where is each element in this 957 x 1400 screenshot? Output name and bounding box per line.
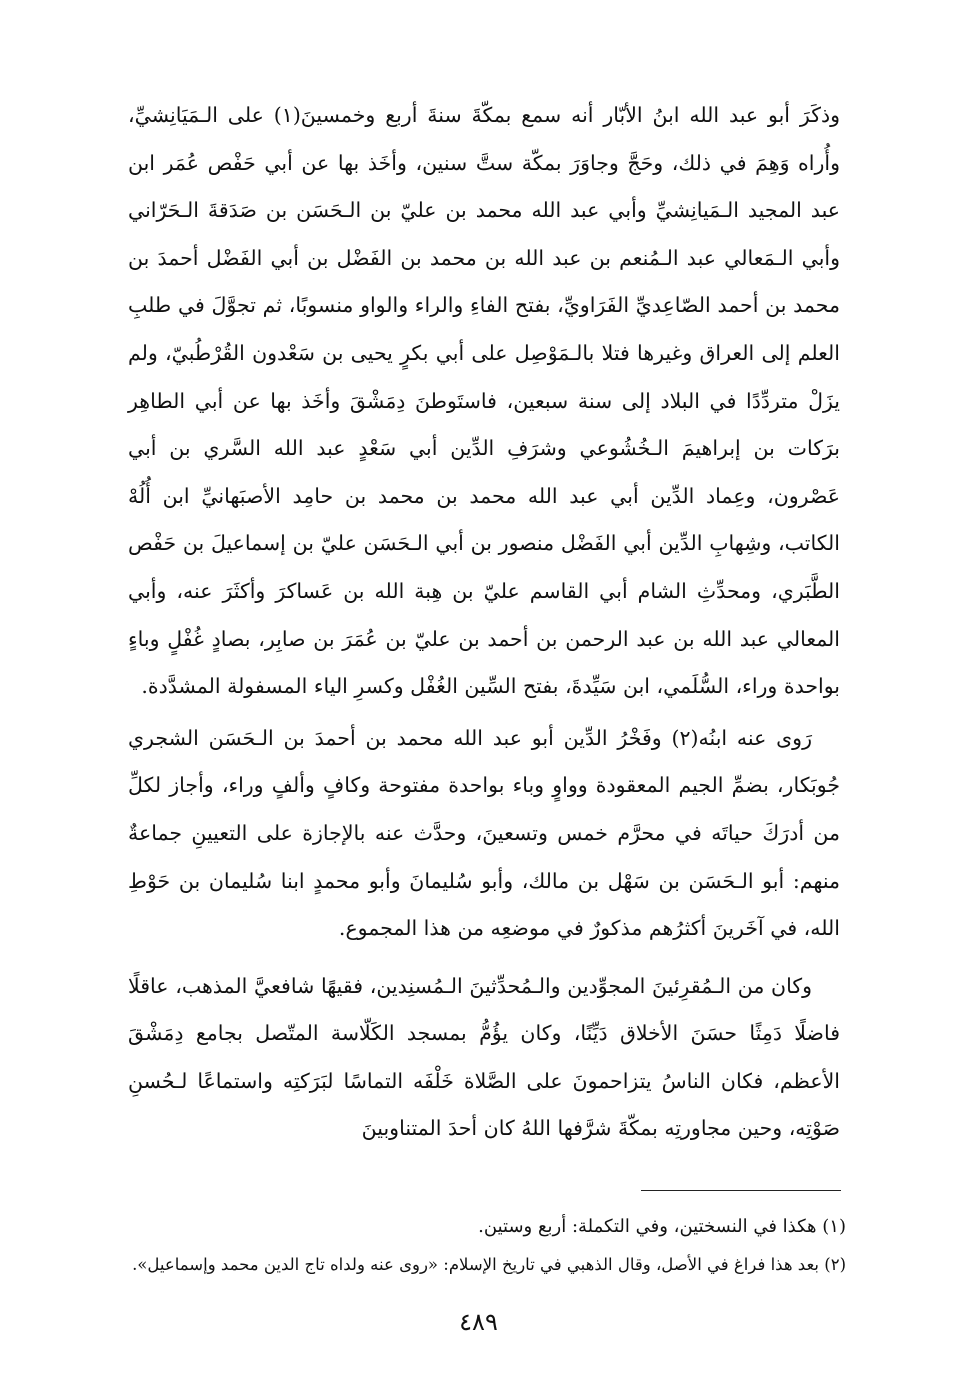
footnotes xyxy=(128,1208,846,1284)
footnote-1: (١) هكذا في النسختين، وفي التكملة: أربع وستين. xyxy=(478,1216,846,1237)
paragraph-3: وكان من الـمُقرِئينَ المجوِّدين والـمُحدِّثينَ الـمُسنِدين، فقيهًا شافعيَّ المذهب، عاقلًا فاضلًا دَمِثًا حسَنَ الأخلاق دَيِّنًا، وكان يؤُمُّ بمسجد الكَلّاسة المتّصل بجامع دِمَشْقَ الأعظم، فكان الناسُ يتزاحمونَ على الصَّلاة خَلْفَه التماسًا لبَرَكتِه واستماعًا لـحُسنِ صَوْتِه، وحين مجاورتِه بمكّةَ شرَّفها اللهُ كان أحدَ المتناوبينَ xyxy=(128,973,840,1141)
main-text xyxy=(128,92,840,1153)
footnote-separator xyxy=(641,1190,841,1191)
page-number: ٤٨٩ xyxy=(459,1308,498,1336)
paragraph-2: رَوى عنه ابنُه(٢) وفَخْرُ الدِّين أبو عبد الله محمد بن أحمدَ بن الـحَسَن الشجري جُوبَكار، بضمِّ الجيم المعقودة وواوٍ وباء بواحدة مفتوحة وكافٍ وألفٍ وراء، وأجاز لكلِّ من أدرَكَ حياتَه في محرَّم خمس وتسعينَ، وحدَّث عنه بالإجازة على التعيينِ جماعةٌ منهم: أبو الـحَسَن بن سَهْل بن مالك، وأبو سُليمانَ وأبو محمدٍ ابنا سُليمان بن حَوْطِ الله، في آخَرينَ أكثرُهم مذكورٌ في موضعِه من هذا المجموع. xyxy=(128,725,840,941)
paragraph-1: وذكَرَ أبو عبد الله ابنُ الأبّار أنه سمع بمكّةَ سنةَ أربع وخمسينَ(١) على الـمَيَانِشيِّ، وأُراه وَهِمَ في ذلك، وحَجَّ وجاوَرَ بمكّة ستَّ سنين، وأخَذ بها عن أبي حَفْص عُمَر ابن عبد المجيد الـمَيانِشيِّ وأبي عبد الله محمد بن عليّ بن الـحَسَن بن صَدَقةَ الـحَرّاني وأبي الـمَعالي عبد الـمُنعم بن عبد الله بن محمد بن الفَضْل بن أبي الفَضْل أحمدَ بن محمد بن أحمد الصّاعِديِّ الفَرَاويِّ، بفتح الفاءِ والراء والواو منسوبًا، ثم تجوَّلَ في طلبِ العلم إلى العراق وغيرها فتلا بالـمَوْصِل على أبي بكرٍ يحيى بن سَعْدون القُرْطُبيّ، ولم يزَلْ متردِّدًا في البلاد إلى سنة سبعين، فاستَوطنَ دِمَشْقَ وأخَذ بها عن أبي الطاهِر برَكات بن إبراهيمَ الـخُشُوعي وشرَفِ الدِّين أبي سَعْدٍ عبد الله السَّري بن أبي عَصْرون، وعِماد الدِّين أبي عبد الله محمد بن محمد بن حامِد الأصبَهانيِّ ابن أُلُهْ الكاتب، وشِهابِ الدِّين أبي الفَضْل منصور بن أبي الـحَسَن عليّ بن إسماعيلَ بن حَفْص الطَّبَري، ومحدِّثِ الشام أبي القاسم عليّ بن هِبة الله بن عَساكرَ وأكثَرَ عنه، وأبي المعالي عبد الله بن عبد الرحمن بن أحمد بن عليّ بن عُمَرَ بن صابِر، بصادٍ غُفْلٍ وباءٍ بواحدة وراء، السُّلَمي، ابن سَيِّدةَ، بفتح السِّين الغُفْل وكسرِ الياء المسفولة المشدَّدة. xyxy=(128,103,840,699)
footnote-2: (٢) بعد هذا فراغ في الأصل، وقال الذهبي في تاريخ الإسلام: «روى عنه ولداه تاج الدين محمد وإسماعيل». xyxy=(132,1255,846,1274)
